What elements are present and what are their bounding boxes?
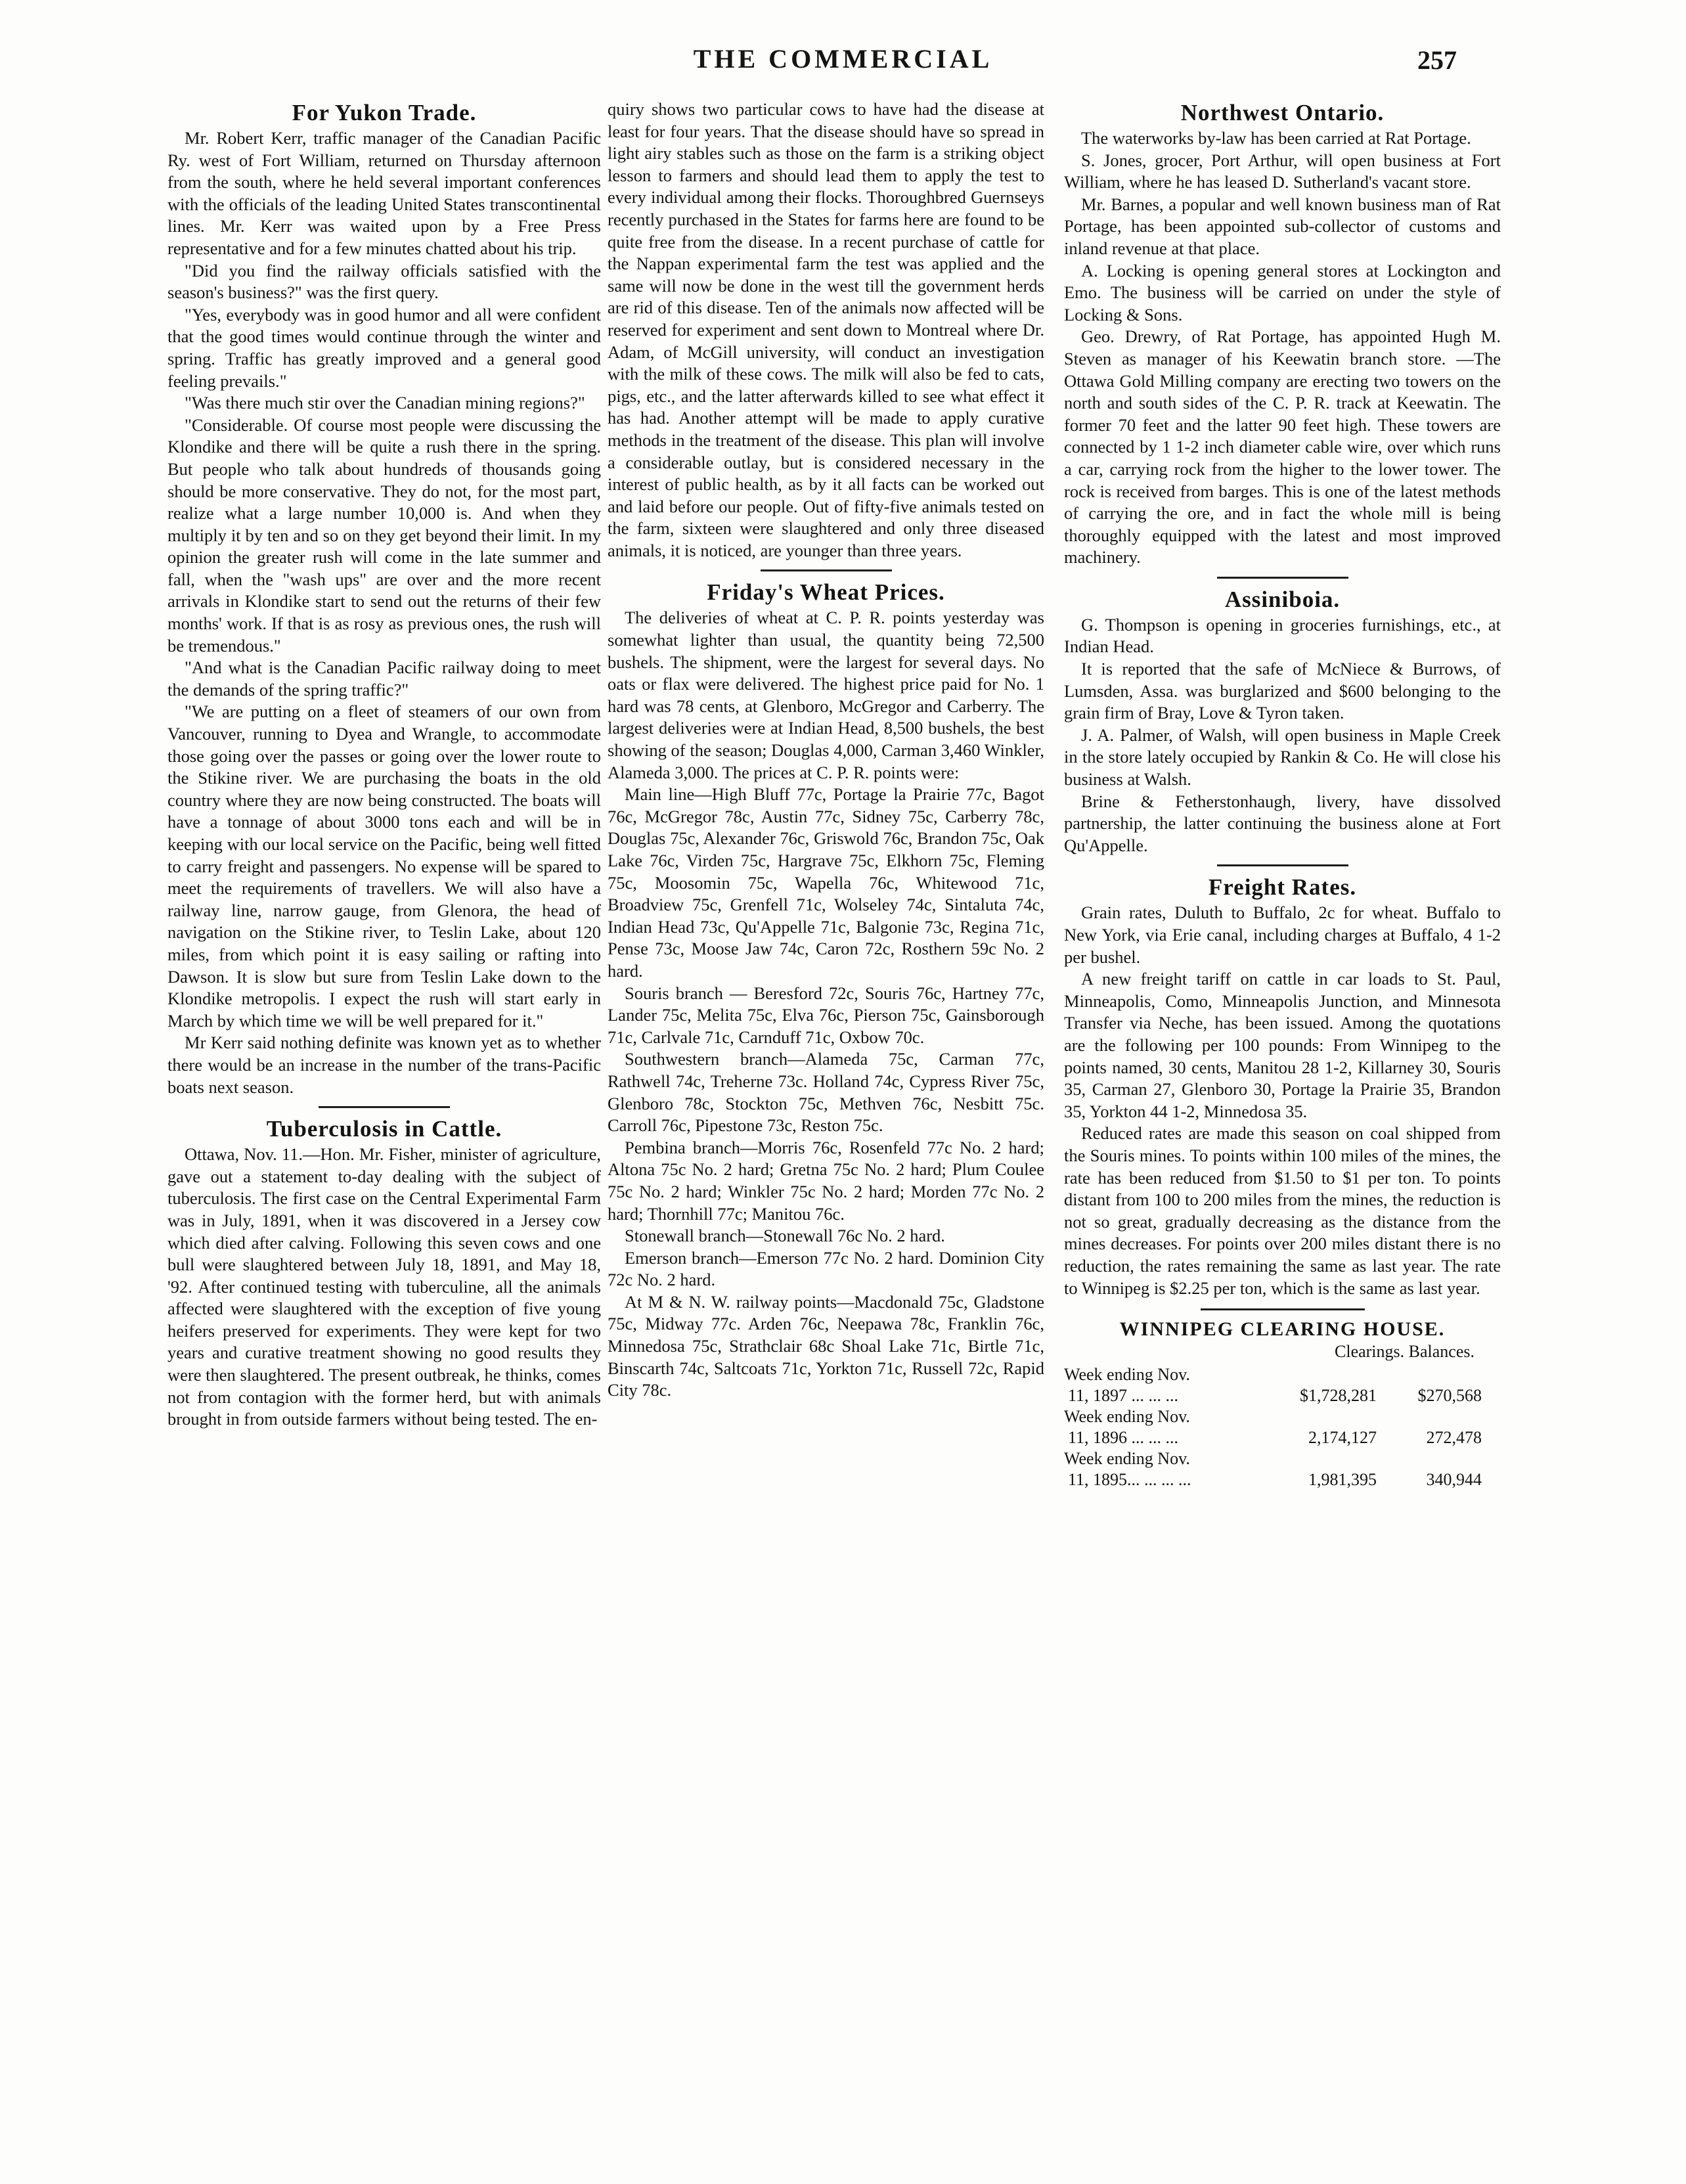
article-title-freight-rates: Freight Rates. [1208,874,1357,901]
paragraph-continued: quiry shows two particular cows to have had the disease at least for four years. That the disease should have so spread in light airy stables such as those on the farm is a striking object lesson to farmers and should lead them to apply the test to every individual among their flocks. Thoroughbred Guernseys recently purchased in the States for farms here are found to be quite free from the disease. In a recent purchase of cattle for the Nappan experimental farm the test was applied and the same will now be done in the west till the government herds are rid of this disease. Ten of the animals now affected will be reserved for experiment and sent down to Montreal where Dr. Adam, of McGill university, will conduct an investigation with the milk of these cows. The milk will also be fed to cats, pigs, etc., and the latter afterwards killed to see what effect it has had. Another attempt will be made to apply curative methods in the treatment of the disease. This plan will involve a considerable outlay, but is considered necessary in the interest of public health, as by it all facts can be worked out and laid before our people. Out of fifty-five animals tested on the farm, sixteen were slaughtered and only three diseased animals, it is noticed, are younger than three years. [608,99,1044,560]
paragraph: The waterworks by-law has been carried at Rat Portage. [1081,128,1471,148]
article-title-northwest-ontario: Northwest Ontario. [1180,100,1385,125]
paragraph: A new freight tariff on cattle in car loads to St. Paul, Minneapolis, Como, Minneapolis Junction, and Minnesota Transfer via Neche, has been issued. Among the quotations are the following per 100 pounds: From Winnipeg to the points named, 30 cents, Manitou 28 1-2, Killarney 30, Souris 35, Carman 27, Glenboro 30, Portage la Prairie 35, Brandon 35, Yorkton 44 1-2, Minnedosa 35. [1064,969,1501,1121]
clearing-house-column-headings: Clearings. Balances. [1335,1342,1475,1362]
paragraph: S. Jones, grocer, Port Arthur, will open business at Fort William, where he has leased D. Sutherland's vacant store. [1064,150,1501,192]
clearings-value: 1,981,395 [1308,1470,1377,1490]
clearings-value: 2,174,127 [1308,1428,1377,1448]
paragraph: Main line—High Bluff 77c, Portage la Prairie 77c, Bagot 76c, McGregor 78c, Austin 77c, Sidney 75c, Carberry 78c, Douglas 75c, Alexander 76c, Griswold 76c, Brandon 75c, Oak Lake 76c, Virden 75c, Hargrave 75c, Elkhorn 75c, Fleming 75c, Moosomin 75c, Wapella 76c, Whitewood 71c, Broadview 75c, Grenfell 71c, Wolseley 74c, Sintaluta 74c, Indian Head 73c, Qu'Appelle 71c, Balgonie 73c, Regina 71c, Pense 73c, Moose Jaw 74c, Caron 72c, Rosthern 59c No. 2 hard. [608,784,1044,981]
paragraph: Reduced rates are made this season on coal shipped from the Souris mines. To points within 100 miles of the mines, the rate has been reduced from $1.50 to $1 per ton. To points distant from 100 to 200 miles from the mines, the reduction is not so great, gradually decreasing as the distance from the mines decreases. For points over 200 miles distant there is no reduction, the rates remaining the same as last year. The rate to Winnipeg is $2.25 per ton, which is the same as last year. [1064,1123,1501,1298]
balances-value: 340,944 [1426,1470,1482,1490]
row-date: 11, 1896 ... ... ... [1068,1428,1179,1448]
section-divider [319,1106,450,1108]
clearings-value: $1,728,281 [1300,1386,1377,1406]
paragraph: Pembina branch—Morris 76c, Rosenfeld 77c No. 2 hard; Altona 75c No. 2 hard; Gretna 75c No. 2 hard; Plum Coulee 75c No. 2 hard; Winkler 75c No. 2 hard; Morden 77c No. 2 hard; Thornhill 77c; Manitou 76c. [608,1137,1044,1224]
row-label: Week ending Nov. [1064,1449,1190,1469]
table-row [1064,1448,1501,1490]
paragraph: At M & N. W. railway points—Macdonald 75c, Gladstone 75c, Midway 77c. Arden 76c, Neepawa 78c, Franklin 76c, Minnedosa 75c, Strathclair 68c Shoal Lake 71c, Birtle 71c, Binscarth 74c, Saltcoats 71c, Yorkton 71c, Russell 72c, Rapid City 78c. [608,1291,1044,1400]
row-label: Week ending Nov. [1064,1365,1190,1385]
header-title: THE COMMERCIAL [693,44,993,74]
article-title-wheat-prices: Friday's Wheat Prices. [707,579,945,606]
paragraph: J. A. Palmer, of Walsh, will open business in Maple Creek in the store lately occupied by Rankin & Co. He will close his business at Walsh. [1064,724,1501,790]
paragraph: "Yes, everybody was in good humor and all were confident that the good times would continue through the winter and spring. Traffic has greatly improved and a general good feeling prevails." [167,304,601,391]
paragraph: Souris branch — Beresford 72c, Souris 76c, Hartney 77c, Lander 75c, Melita 75c, Elva 76c, Pierson 75c, Gainsborough 71c, Carlvale 71c, Carnduff 71c, Oxbow 70c. [608,983,1044,1047]
paragraph: Southwestern branch—Alameda 75c, Carman 77c, Rathwell 74c, Treherne 73c. Holland 74c, Cypress River 75c, Glenboro 78c, Stockton 75c, Methven 76c, Nesbitt 75c. Carroll 76c, Pipestone 73c, Reston 75c. [608,1049,1044,1136]
article-title-tuberculosis: Tuberculosis in Cattle. [266,1116,502,1142]
paragraph: It is reported that the safe of McNiece & Burrows, of Lumsden, Assa. was burglarized and $600 belonging to the grain firm of Bray, Love & Tyron taken. [1064,659,1501,723]
row-label: Week ending Nov. [1064,1407,1190,1427]
paragraph: "And what is the Canadian Pacific railway doing to meet the demands of the spring traffic?" [167,657,601,700]
paragraph: Emerson branch—Emerson 77c No. 2 hard. Dominion City 72c No. 2 hard. [608,1247,1044,1290]
section-divider [1201,1308,1365,1310]
section-divider [761,569,892,571]
row-date: 11, 1895... ... ... ... [1068,1470,1191,1490]
paragraph: Mr Kerr said nothing definite was known yet as to whether there would be an increase in the number of the trans-Pacific boats next season. [167,1033,601,1097]
article-title-yukon: For Yukon Trade. [292,100,477,125]
paragraph: Geo. Drewry, of Rat Portage, has appointed Hugh M. Steven as manager of his Keewatin branch store. —The Ottawa Gold Milling company are erecting two towers on the north and south sides of the C. P. R. track at Keewatin. The former 70 feet and the latter 90 feet high. These towers are connected by 1 1-2 inch diameter cable wire, over which runs a car, carrying rock from the higher to the lower tower. The rock is received from barges. This is one of the latest methods of carrying the ore, and in fact the whole mill is being thoroughly equipped with the latest and most improved machinery. [1064,326,1501,568]
paragraph: A. Locking is opening general stores at Lockington and Emo. The business will be carried on under the style of Locking & Sons. [1064,260,1501,324]
balances-value: $270,568 [1417,1386,1482,1406]
paragraph: G. Thompson is opening in groceries furnishings, etc., at Indian Head. [1064,614,1501,657]
section-divider [1217,577,1348,579]
paragraph: "Did you find the railway officials satisfied with the season's business?" was the first query. [167,260,601,303]
section-divider [1217,864,1348,866]
article-title-assiniboia: Assiniboia. [1224,586,1341,612]
clearing-house-title: WINNIPEG CLEARING HOUSE. [1119,1318,1446,1341]
column-2 [608,99,1044,1402]
paragraph: The deliveries of wheat at C. P. R. points yesterday was somewhat lighter than usual, the quantity being 72,500 bushels. The shipment, were the largest for several days. No oats or flax were delivered. The highest price paid for No. 1 hard was 78 cents, at Glenboro, McGregor and Carberry. The largest deliveries were at Indian Head, 8,500 bushels, the best showing of the season; Douglas 4,000, Carman 3,460 Winkler, Alameda 3,000. The prices at C. P. R. points were: [608,608,1044,782]
paragraph: "We are putting on a fleet of steamers of our own from Vancouver, running to Dyea and Wrangle, to accommodate those going over the passes or going over the lower route to the Stikine river. We are purchasing the boats in the old country where they are now being constructed. The boats will have a tonnage of about 3000 tons each and will be in keeping with our local service on the Pacific, being well fitted to carry freight and passengers. No expense will be spared to meet the requirements of travellers. We will also have a railway line, narrow gauge, from Glenora, the head of navigation on the Stikine river, to Teslin Lake, about 120 miles, from which point it is easy sailing or rafting into Dawson. It is slow but sure from Teslin Lake down to the Klondike metropolis. I expect the rush will start early in March by which time we will be well prepared for it." [167,702,601,1031]
paragraph: "Considerable. Of course most people were discussing the Klondike and there will be quite a rush there in the spring. But people who talk about hundreds of thousands going should be more conservative. They do not, for the most part, realize what a large number 10,000 is. And when they multiply it by ten and so on they get beyond their limit. In my opinion the greater rush will come in the late summer and fall, when the "wash ups" are over and the more recent arrivals in Klondike start to send out the returns of their few months' work. If that is as rosy as previous ones, the rush will be tremendous." [167,414,601,656]
row-date: 11, 1897 ... ... ... [1068,1386,1179,1406]
table-row [1064,1364,1501,1406]
column-1 [167,99,601,1431]
paragraph: Grain rates, Duluth to Buffalo, 2c for wheat. Buffalo to New York, via Erie canal, including charges at Buffalo, 4 1-2 per bushel. [1064,903,1501,967]
page-number: 257 [1417,45,1457,75]
paragraph: Stonewall branch—Stonewall 76c No. 2 hard. [625,1226,945,1246]
table-row [1064,1406,1501,1448]
paragraph: "Was there much stir over the Canadian mining regions?" [185,393,585,413]
paragraph: Mr. Barnes, a popular and well known business man of Rat Portage, has been appointed sub-collector of customs and inland revenue at that place. [1064,194,1501,258]
paragraph: Brine & Fetherstonhaugh, livery, have dissolved partnership, the latter continuing the business alone at Fort Qu'Appelle. [1064,791,1501,855]
paragraph: Ottawa, Nov. 11.—Hon. Mr. Fisher, minister of agriculture, gave out a statement to-day dealing with the subject of tuberculosis. The first case on the Central Experimental Farm was in July, 1891, when it was discovered in a Jersey cow which died after calving. Following this seven cows and one bull were slaughtered between July 18, 1891, and May 18, '92. After continued testing with tuberculine, all the animals affected were slaughtered with the exception of five young heifers preserved for experiments. They were kept for two years and curative treatment showing no good results they were then slaughtered. The present outbreak, he thinks, comes not from contagion with the former herd, but with animals brought in from outside farmers without being tested. The en- [167,1144,601,1429]
paragraph: Mr. Robert Kerr, traffic manager of the Canadian Pacific Ry. west of Fort William, returned on Thursday afternoon from the south, where he held several important conferences with the officials of the leading United States transcontinental lines. Mr. Kerr was waited upon by a Free Press representative and for a few minutes chatted about his trip. [167,128,601,258]
balances-value: 272,478 [1426,1428,1482,1448]
column-3 [1064,99,1501,1490]
